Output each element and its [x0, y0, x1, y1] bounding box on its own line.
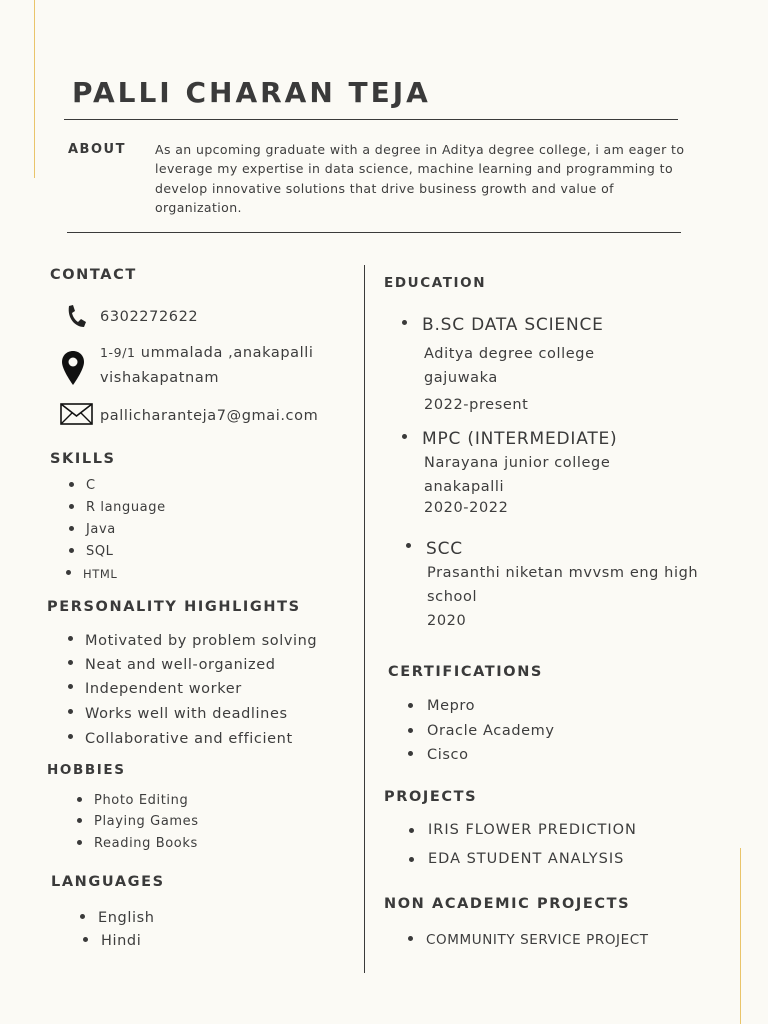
bullet	[77, 818, 82, 823]
education-degree: SCC	[426, 539, 463, 559]
header-divider	[64, 119, 678, 120]
education-institution: Prasanthi niketan mvvsm eng high	[427, 565, 699, 581]
personality-item: Collaborative and efficient	[85, 731, 293, 747]
certification-item: Oracle Academy	[427, 723, 555, 739]
contact-phone: 6302272622	[100, 309, 199, 325]
bullet	[69, 548, 74, 553]
envelope-icon	[60, 403, 93, 425]
bullet	[66, 570, 71, 575]
bullet	[402, 434, 407, 439]
bullet	[80, 914, 85, 919]
hobby-item: Playing Games	[94, 814, 199, 829]
contact-address-line2: vishakapatnam	[100, 370, 220, 386]
hobby-item: Photo Editing	[94, 793, 189, 808]
bullet	[69, 526, 74, 531]
language-item: Hindi	[101, 933, 142, 949]
education-institution: Aditya degree college	[424, 346, 595, 362]
bullet	[408, 936, 413, 941]
language-item: English	[98, 910, 155, 926]
certifications-heading: CERTIFICATIONS	[388, 664, 543, 680]
resume-name: PALLI CHARAN TEJA	[72, 76, 431, 109]
location-pin-icon	[61, 350, 85, 386]
contact-heading: CONTACT	[50, 267, 137, 283]
bullet	[68, 734, 73, 739]
bullet	[402, 320, 407, 325]
phone-icon	[65, 304, 87, 328]
education-heading: EDUCATION	[384, 275, 487, 291]
bullet	[68, 636, 73, 641]
bullet	[68, 684, 73, 689]
education-location: gajuwaka	[424, 370, 498, 386]
personality-item: Independent worker	[85, 681, 242, 697]
column-divider	[364, 265, 365, 973]
personality-item: Motivated by problem solving	[85, 633, 318, 649]
gold-accent-line-right	[740, 848, 741, 1024]
education-years: 2022-present	[424, 397, 529, 413]
about-divider	[67, 232, 681, 233]
bullet	[69, 504, 74, 509]
contact-address-street: ummalada ,anakapalli	[135, 345, 314, 361]
education-years: 2020-2022	[424, 500, 509, 516]
non-academic-heading: NON ACADEMIC PROJECTS	[384, 896, 631, 912]
skill-item: C	[86, 478, 96, 493]
hobby-item: Reading Books	[94, 836, 198, 851]
bullet	[408, 728, 413, 733]
education-location: school	[427, 589, 478, 605]
bullet	[69, 482, 74, 487]
bullet	[408, 751, 413, 756]
skill-item: HTML	[83, 567, 118, 581]
about-label: ABOUT	[68, 142, 126, 157]
contact-address-line1	[100, 345, 314, 361]
skill-item: SQL	[86, 544, 114, 559]
project-item: IRIS FLOWER PREDICTION	[428, 822, 637, 838]
bullet	[408, 703, 413, 708]
bullet	[77, 840, 82, 845]
education-degree: B.SC DATA SCIENCE	[422, 315, 604, 335]
hobbies-heading: HOBBIES	[47, 762, 126, 778]
personality-heading: PERSONALITY HIGHLIGHTS	[47, 599, 301, 615]
bullet	[77, 797, 82, 802]
bullet	[406, 543, 411, 548]
languages-heading: LANGUAGES	[51, 874, 165, 890]
education-institution: Narayana junior college	[424, 455, 611, 471]
about-text: As an upcoming graduate with a degree in Aditya degree college, i am eager to leverage my expertise in data science, machine learning and programming to develop innovative solutions that drive business growth and value of organization.	[155, 142, 685, 215]
bullet	[409, 828, 414, 833]
skill-item: Java	[86, 522, 116, 537]
personality-item: Neat and well-organized	[85, 657, 276, 673]
contact-email: pallicharanteja7@gmai.com	[100, 408, 319, 424]
education-location: anakapalli	[424, 479, 505, 495]
project-item: EDA STUDENT ANALYSIS	[428, 851, 625, 867]
bullet	[83, 937, 88, 942]
contact-address-prefix: 1-9/1	[100, 345, 136, 360]
personality-item: Works well with deadlines	[85, 706, 288, 722]
bullet	[68, 709, 73, 714]
skills-heading: SKILLS	[50, 451, 116, 467]
certification-item: Mepro	[427, 698, 476, 714]
education-degree: MPC (INTERMEDIATE)	[422, 429, 618, 449]
non-academic-item: COMMUNITY SERVICE PROJECT	[426, 932, 649, 948]
certification-item: Cisco	[427, 747, 469, 763]
skill-item: R language	[86, 500, 166, 515]
bullet	[409, 857, 414, 862]
projects-heading: PROJECTS	[384, 789, 478, 805]
bullet	[68, 660, 73, 665]
gold-accent-line-left	[34, 0, 35, 178]
education-years: 2020	[427, 613, 467, 629]
